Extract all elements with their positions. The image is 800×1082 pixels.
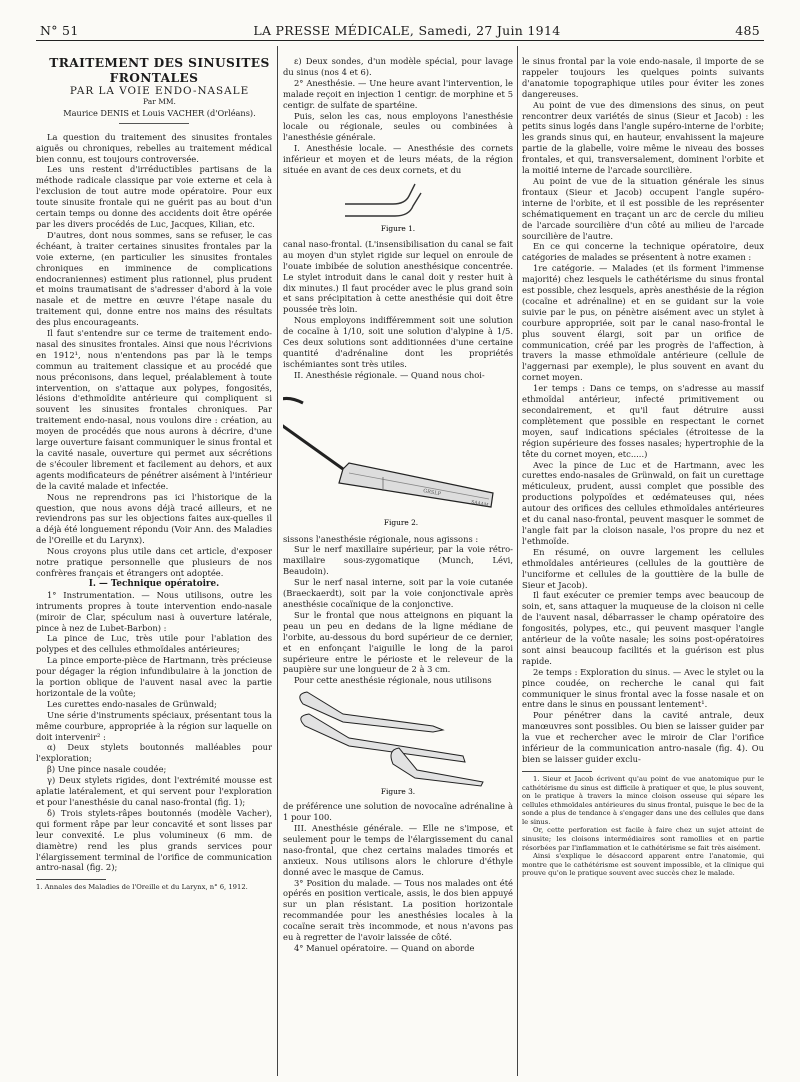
list-item: δ) Trois stylets-râpes boutonnés (modèle Vacher), qui forment râpe par leur concavité et sont lisses par leur convexité. Le plus volumineux (6 mm. de diamètre) rend les plus grands services pour l'élargissement terminal de l'orifice de communication antro-nasal (fig. 2);: [36, 807, 272, 873]
issue-number: N° 51: [40, 23, 79, 38]
paragraph: 1er temps : Dans ce temps, on s'adresse au massif ethmoïdal antérieur, infecté primitivement ou secondairement, et qu'il faut détruire aussi complètement que possible en respectant le cornet moyen, sauf indications spéciales (étroitesse de la région supérieure des fosses nasales; hypertrophie de la tête du cornet moyen, etc.....): [522, 383, 764, 459]
column-divider: [517, 46, 518, 1076]
list-item: α) Deux stylets boutonnés malléables pour l'exploration;: [36, 742, 272, 764]
paragraph: Au point de vue des dimensions des sinus, on peut rencontrer deux variétés de sinus (Sieur et Jacob) : les petits sinus logés dans l'angle supéro-interne de l'orbite; les grands sinus qui, en hauteur, envahissent la majeure partie de la glabelle, voire même le niveau des bosses frontales, et qui, transversalement, dominent l'orbite et la moitié interne de l'arcade sourcilière.: [522, 99, 764, 176]
article-title: TRAITEMENT DES SINUSITES FRONTALES: [49, 56, 270, 85]
paragraph: Nous croyons plus utile dans cet article, d'exposer notre pratique personnelle que plusieurs de nos confrères français et étrangers ont adoptée.: [36, 546, 272, 578]
paragraph: Une série d'instruments spéciaux, présentant tous la même courbure, appropriée à la région sur laquelle on doit intervenir² :: [36, 709, 272, 742]
paragraph: 2° Anesthésie. — Une heure avant l'intervention, le malade reçoit en injection 1 centigr. de morphine et 5 centigr. de sulfate de spartéine.: [283, 77, 513, 110]
paragraph: Avec la pince de Luc et de Hartmann, avec les curettes endo-nasales de Grünwald, on fait un curettage méticuleux, prudent, aussi complet que possible des productions polypoïdes et œdémateuses qui, nées autour des orifices des cellules ethmoïdales antérieures et du canal naso-frontal, peuvent masquer le sommet de l'angle fait par la cloison nasale, l'os propre du nez et l'ethmoïde.: [522, 459, 764, 546]
list-item: γ) Deux stylets rigides, dont l'extrémité mousse est aplatie latéralement, et qui servent pour l'exploration et pour l'anesthésie du canal naso-frontal (fig. 1);: [36, 775, 272, 807]
column-divider: [277, 46, 278, 1076]
paragraph: III. Anesthésie générale. — Elle ne s'impose, et seulement pour le temps de l'élargissement du canal naso-frontal, que chez certains malades timorés et anxieux. Nous utilisons alors le chlorure d'éthyle donné avec le masque de Camus.: [283, 822, 513, 877]
paragraph: Il faut exécuter ce premier temps avec beaucoup de soin, et, sans attaquer la muqueuse de la cloison ni celle de l'auvent nasal, débarrasser le champ opératoire des fongosités, polypes, etc., qui peuvent masquer l'angle antérieur de la voûte nasale; les soins post-opératoires sont ainsi beaucoup facilités et la guérison est plus rapide.: [522, 590, 764, 666]
article-subtitle: PAR LA VOIE ENDO-NASALE: [69, 85, 250, 97]
column-2: [283, 56, 513, 1078]
footnote: 1. Sieur et Jacob écrivent qu'au point de vue anatomique pur le cathétérisme du sinus est difficile à pratiquer et que, le plus souvent, on le pratique à travers la mince cloison osseuse qui sépare les cellules ethmoïdales antérieures du sinus frontal, puisque le bec de la sonde a plus de tendance à s'engager dans une des cellules que dans le sinus.: [522, 774, 764, 826]
paragraph: II. Anesthésie régionale. — Quand nous choi-: [294, 369, 485, 380]
figure-1: [283, 176, 513, 239]
paragraph: 2e temps : Exploration du sinus. — Avec le stylet ou la pince coudée, on recherche le canal qui fait communiquer le sinus frontal avec la fosse nasale et on entre dans le sinus en poussant lentement¹.: [522, 666, 764, 710]
paragraph: sissons l'anesthésie régionale, nous agissons :: [283, 533, 479, 544]
paragraph: canal naso-frontal. (L'insensibilisation du canal se fait au moyen d'un stylet rigide sur lequel on enroule de l'ouate imbibée de solution anesthésique concentrée. Le stylet introduit dans le canal doit y rester huit à dix minutes.) Il faut procéder avec le plus grand soin et sans précipitation à cette anesthésie qui doit être poussée très loin.: [283, 238, 513, 315]
paragraph: Pour pénétrer dans la cavité antrale, deux manœuvres sont possibles. Ou bien se laisser guider par la vue et rechercher avec le miroir de Clar l'orifice inférieur de la communication antro-nasale (fig. 4). Ou bien se laisser guider exclu-: [522, 710, 764, 764]
instrument-mark: SAAAM: [470, 499, 489, 508]
paragraph: D'autres, dont nous sommes, sans se refuser, le cas échéant, à traiter certaines sinusites frontales par la voie externe, (en particulier les sinusites frontales chroniques en imminence de complications endocraniennes) estiment plus rationnel, plus prudent et moins traumatisant de s'adresser d'abord à la voie nasale et de mettre en œuvre l'étape nasale du traitement qui, donne entre nos mains des résultats des plus encourageants.: [36, 229, 272, 328]
header-rule: [36, 40, 764, 41]
list-item: ε) Deux sondes, d'un modèle spécial, pour lavage du sinus (nos 4 et 6).: [283, 56, 513, 77]
column-3: [522, 56, 764, 1078]
paragraph: Il faut s'entendre sur ce terme de traitement endo-nasal des sinusites frontales. Ainsi que nous l'écrivions en 1912¹, nous n'entendons pas par là le temps commun au traitement classique et au procédé que nous préconisons, dans lequel, préalablement à toute intervention, on s'attaque aux polypes, fongosités, lésions d'ethmoïdite antérieure qui compliquent si souvent les sinusites frontales chroniques. Par traitement endo-nasal, nous voulons dire : création, au moyen de procédés que nous aurons à décrire, d'une large ouverture faisant communiquer le sinus frontal et la cavité nasale, ouverture qui permet aux sécrétions de s'écouler librement et facilement au dehors, et aux agents modificateurs de pénétrer aisément à l'intérieur de la cavité malade et infectée.: [36, 328, 272, 491]
paragraph: Les uns restent d'irréductibles partisans de la méthode radicale classique par voie externe et cela à l'exclusion de tout autre mode opératoire. Pour eux toute sinusite frontale qui ne guérit pas au bout d'un certain temps ou donne des accidents doit être opérée par les divers procédés de Luc, Jacques, Kilian, etc.: [36, 164, 272, 229]
paragraph: Sur le nerf maxillaire supérieur, par la voie rétro-maxillaire sous-zygomatique (Munch, Lévi, Beaudoin).: [283, 544, 513, 577]
footnote-rule: [522, 771, 592, 772]
figure-3-sondes: [283, 686, 513, 798]
paragraph: 3° Position du malade. — Tous nos malades ont été opérés en position verticale, assis, le dos bien appuyé sur un plan résistant. La position horizontale recommandée pour les anesthésies locales à la cocaïne serait très incommode, et nous n'avons pas eu à regretter de l'avoir laissée de côté.: [283, 877, 513, 943]
paragraph: Puis, selon les cas, nous employons l'anesthésie locale ou régionale, seules ou combinées à l'anesthésie générale.: [283, 110, 513, 143]
paragraph: de préférence une solution de novocaïne adrénaline à 1 pour 100.: [283, 801, 513, 823]
footnote: Ainsi s'explique le désaccord apparent entre l'anatomie, qui montre que le cathétérisme est souvent impossible, et la clinique qui prouve qu'on le pratique souvent avec succès chez le malade.: [522, 852, 764, 878]
footnote-rule: [36, 879, 106, 880]
paragraph: Sur le nerf nasal interne, soit par la voie cutanée (Braeckaerdt), soit par la voie conjonctivale après anesthésie cocaïnique de la conjonctive.: [283, 577, 513, 609]
figure-1-stylets: [283, 176, 513, 236]
section-heading: I. — Technique opératoire.: [88, 578, 220, 589]
footnote: Or, cette perforation est facile à faire chez un sujet atteint de sinusite; les cloisons intermédiaires sont ramollies et en partie résorbées par l'inflammation et le cathétérisme se fait très aisément.: [522, 826, 764, 852]
figure-2-rasp: [283, 381, 513, 531]
page-number: 485: [735, 23, 760, 38]
column-1: [36, 56, 272, 1078]
paragraph: En résumé, on ouvre largement les cellules ethmoïdales antérieures (cellules de la gouttière de l'unciforme et cellules de la gouttière de la bulle de Sieur et Jacob).: [522, 546, 764, 590]
title-rule: [119, 123, 189, 124]
paragraph: le sinus frontal par la voie endo-nasale, il importe de se rappeler toujours les quelques points suivants d'anatomie topographique utiles pour éviter les zones dangereuses.: [522, 56, 764, 99]
paragraph: I. Anesthésie locale. — Anesthésie des cornets inférieur et moyen et de leurs méats, de la région située en avant de ces deux cornets, et du: [283, 143, 513, 176]
instrument-mark: GRSLP: [422, 487, 442, 498]
byline-prefix: Par MM.: [143, 96, 176, 106]
paragraph: Nous ne reprendrons pas ici l'historique de la question, que nous avons déjà tracé ailleurs, et ne reviendrons pas sur les objections faites aux-quelles il a déjà été longuement répondu (Voir Ann. des Maladies de l'Oreille et du Larynx).: [36, 491, 272, 546]
journal-title: LA PRESSE MÉDICALE, Samedi, 27 Juin 1914: [253, 23, 561, 38]
paragraph: La question du traitement des sinusites frontales aiguës ou chroniques, rebelles au traitement médical bien connu, est toujours controversée.: [36, 131, 272, 164]
paragraph: 1° Instrumentation. — Nous utilisons, outre les intruments propres à toute intervention endo-nasale (miroir de Clar, spéculum nasi à ouverture latérale, pince à nez de Lubet-Barbon) :: [36, 589, 272, 633]
figure-2: [283, 381, 513, 534]
paragraph: La pince de Luc, très utile pour l'ablation des polypes et des cellules ethmoïdales antérieures;: [36, 633, 272, 655]
paragraph: La pince emporte-pièce de Hartmann, très précieuse pour dégager la région infundibulaire à la jonction de la portion oblique de l'auvent nasal avec la partie horizontale de la voûte;: [36, 655, 272, 698]
paragraph: Au point de vue de la situation générale les sinus frontaux (Sieur et Jacob) occupent l'angle supéro-interne de l'orbite, et il est possible de les représenter schématiquement en traçant un arc de cercle du milieu de l'arcade sourcilière d'un côté au milieu de l'arcade sourcilière de l'autre.: [522, 175, 764, 241]
paragraph: Pour cette anesthésie régionale, nous utilisons: [294, 675, 492, 686]
authors: Maurice DENIS et Louis VACHER (d'Orléans).: [63, 107, 256, 118]
paragraph: En ce qui concerne la technique opératoire, deux catégories de malades se présentent à notre examen :: [522, 241, 764, 263]
paragraph: Nous employons indifféremment soit une solution de cocaïne à 1/10, soit une solution d'alypine à 1/5. Ces deux solutions sont additionnées d'une certaine quantité d'adrénaline dont les propriétés ischémiantes sont très utiles.: [283, 315, 513, 369]
paragraph: Les curettes endo-nasales de Grünwald;: [47, 698, 217, 709]
paragraph: 1re catégorie. — Malades (et ils forment l'immense majorité) chez lesquels le cathétérisme du sinus frontal est possible, chez lesquels, après anesthésie de la région (cocaïne et adrénaline) et en se guidant sur la voie suivie par le pus, on pénètre aisément avec un stylet à courbure appropriée, soit par le canal naso-frontal le plus souvent élargi, soit par un orifice de communication, créé par les progrès de l'affection, à travers la masse ethmoïdale antérieure (cellule de l'aggernasi par exemple), le plus souvent en avant du cornet moyen.: [522, 263, 764, 383]
paragraph: Sur le frontal que nous atteignons en piquant la peau un peu en dedans de la ligne médiane de l'orbite, au-dessous du bord supérieur de ce dernier, et en enfonçant l'aiguille le long de la paroi supérieure entre le périoste et le releveur de la paupière sur une longueur de 2 à 3 cm.: [283, 609, 513, 675]
figure-1-caption: Figure 1.: [380, 223, 416, 233]
figure-2-caption: Figure 2.: [383, 517, 419, 527]
paragraph: 4° Manuel opératoire. — Quand on aborde: [294, 942, 475, 953]
list-item: β) Une pince nasale coudée;: [47, 764, 167, 775]
running-header: [40, 14, 760, 38]
footnote: 1. Annales des Maladies de l'Oreille et du Larynx, n° 6, 1912.: [36, 883, 248, 892]
figure-3-caption: Figure 3.: [380, 787, 416, 797]
figure-3: [283, 686, 513, 801]
